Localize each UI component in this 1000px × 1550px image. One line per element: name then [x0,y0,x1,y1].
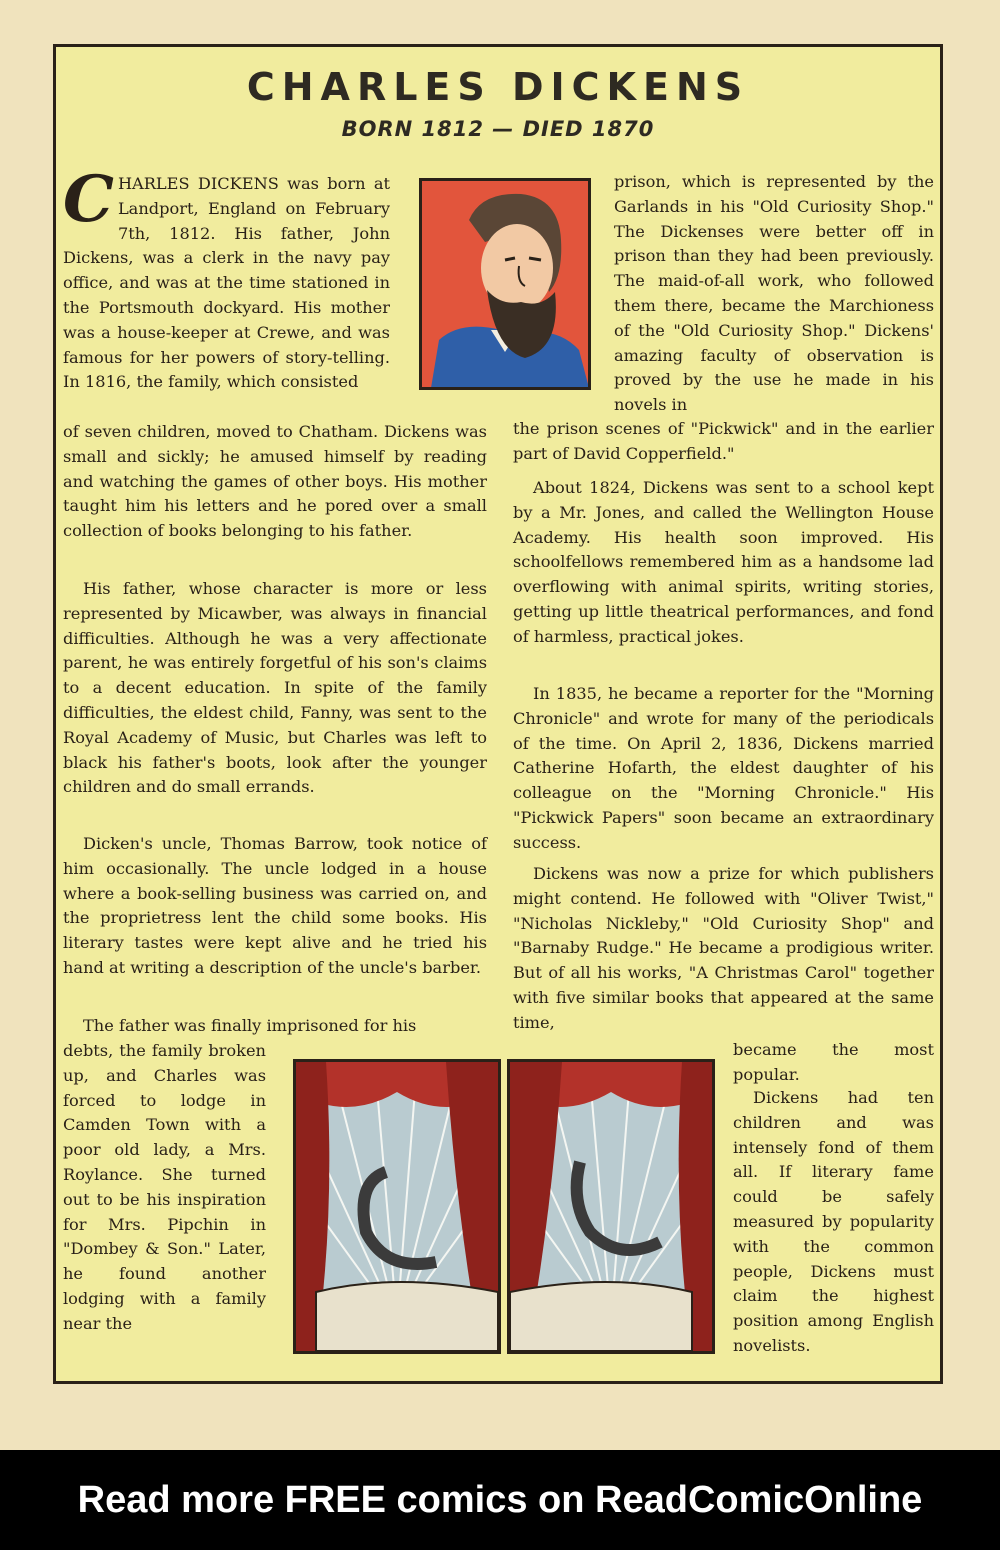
page-title: CHARLES DICKENS [246,65,750,109]
paragraph-father: His father, whose character is more or less represented by Micawber, was always in financial difficulties. Although he was a very affectionate parent, he was entirely forgetful of his son's claims to a decent education. In spite of the family difficulties, the eldest child, Fanny, was sent to the Royal Academy of Music, but Charles was left to black his father's boots, look after the younger children and do small errands. [63,579,487,797]
paragraph-prison-tail: the prison scenes of "Pickwick" and in the earlier part of David Copperfield." [513,419,934,463]
promo-banner[interactable]: Read more FREE comics on ReadComicOnline [0,1450,1000,1550]
page-subtitle: BORN 1812 — DIED 1870 [341,117,655,141]
paragraph-prison: prison, which is represented by the Garlands in his "Old Curiosity Shop." The Dickenses were better off in prison than they had been previously. The maid-of-all work, who followed them there, became the Marchioness of the "Old Curiosity Shop." Dickens' amazing faculty of observation is proved by the use he made in his novels in [614,172,934,415]
book-stage-left-art [296,1062,498,1351]
book-stage-right-art [510,1062,712,1351]
paragraph-popular: became the most popular. [733,1040,934,1084]
stage-illustration-right [507,1059,715,1354]
portrait-illustration [421,180,589,388]
paragraph-writer: Dickens was now a prize for which publishers might contend. He followed with "Oliver Twist," "Nicholas Nickleby," "Old Curiosity Shop" and "Barnaby Rudge." He became a prodigious writer. But of all his works, "A Christmas Carol" together with five similar books that appeared at the same time, [513,864,934,1032]
dickens-portrait [419,178,591,390]
paragraph-uncle: Dicken's uncle, Thomas Barrow, took notice of him occasionally. The uncle lodged in a house where a book-selling business was carried on, and the proprietress lent the child some books. His literary tastes were kept alive and he tried his hand at writing a description of the uncle's barber. [63,834,487,977]
paragraph-intro-tail: of seven children, moved to Chatham. Dickens was small and sickly; he amused himself by reading and watching the games of other boys. His mother taught him his letters and he pored over a small collection of books belonging to his father. [63,422,487,541]
paragraph-imprisoned-lead: The father was finally imprisoned for his [83,1016,417,1035]
paragraph-intro: CHARLES DICKENS was born at Landport, England on February 7th, 1812. His father, John Dickens, was a clerk in the navy pay office, and was at the time stationed in the Portsmouth dockyard. His mother was a house-keeper at Crewe, and was famous for her powers of story-telling. In 1816, the family, which consisted [63,162,390,392]
paragraph-school: About 1824, Dickens was sent to a school kept by a Mr. Jones, and called the Wellington House Academy. His health soon improved. His schoolfellows remembered him as a handsome lad overflowing with animal spirits, writing stories, getting up little theatrical performances, and fond of harmless, practical jokes. [513,478,934,646]
paragraph-camden: debts, the family broken up, and Charles was forced to lodge in Camden Town with a poor old lady, a Mrs. Roylance. She turned out to be his inspiration for Mrs. Pipchin in "Dombey & Son." Later, he found another lodging with a family near the [63,1041,266,1333]
article-panel [53,44,943,1384]
stage-illustration-left [293,1059,501,1354]
paragraph-children: Dickens had ten children and was intensely fond of them all. If literary fame could be safely measured by popularity with the common people, Dickens must claim the highest position among English novelists. [733,1088,934,1355]
paragraph-reporter: In 1835, he became a reporter for the "Morning Chronicle" and wrote for many of the periodicals of the time. On April 2, 1836, Dickens married Catherine Hofarth, the eldest daughter of his colleague on the "Morning Chronicle." His "Pickwick Papers" soon became an extraordinary success. [513,684,934,852]
drop-cap: C [63,162,114,237]
